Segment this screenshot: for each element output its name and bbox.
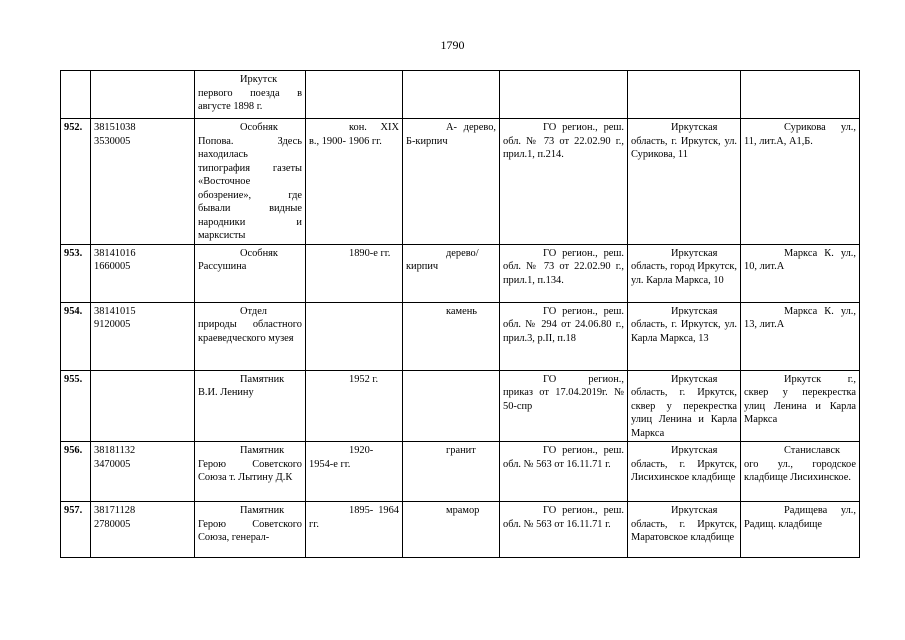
row-number-cell: 952. [61,119,91,245]
row-number-cell [61,71,91,119]
protection-document-cell: ГО регион., реш. обл. № 73 от 22.02.90 г., прил.1, п.134. [500,244,628,302]
location-cell: Радищева ул., Радищ. кладбище [741,502,860,558]
material-cell: мрамор [403,502,500,558]
protection-document-cell: ГО регион., реш. обл. № 563 от 16.11.71 г. [500,442,628,502]
registry-number-cell [91,71,195,119]
registry-number-part-2: 9120005 [94,319,131,331]
material-cell: камень [403,302,500,370]
protection-document-cell: ГО регион., приказ от 17.04.2019г. № 50-спр [500,370,628,442]
address-cell [628,71,741,119]
protection-document-cell: ГО регион., реш. обл. № 563 от 16.11.71 г. [500,502,628,558]
registry-number-part-2: 1660005 [94,261,131,273]
row-number-cell: 956. [61,442,91,502]
protection-document-cell [500,71,628,119]
registry-number-cell [91,302,195,370]
address-cell: Иркутская область, город Иркутск, ул. Карла Маркса, 10 [628,244,741,302]
heritage-registry-table [60,70,860,558]
row-number-cell: 953. [61,244,91,302]
object-name-cell: Памятник Герою Советского Союза т. Лытину Д.К [195,442,306,502]
date-cell: 1920- 1954-е гг. [306,442,403,502]
date-cell [306,302,403,370]
registry-number-cell [91,119,195,245]
table-row [61,71,860,119]
table-row [61,502,860,558]
address-cell: Иркутская область, г. Иркутск, сквер у перекрестка улиц Ленина и Карла Маркса [628,370,741,442]
location-cell [741,71,860,119]
object-name-cell: Памятник В.И. Ленину [195,370,306,442]
object-name-cell: Особняк Рассушина [195,244,306,302]
row-number-cell: 957. [61,502,91,558]
object-name-cell: Отдел природы областного краеведческого музея [195,302,306,370]
material-cell: гранит [403,442,500,502]
material-cell: дерево/ кирпич [403,244,500,302]
date-cell: 1890-е гг. [306,244,403,302]
registry-number-part-1: 38141016 [94,247,136,259]
registry-number-part-1: 38151038 [94,122,136,133]
registry-number-part-2: 2780005 [94,518,131,530]
date-cell: 1952 г. [306,370,403,442]
page-number: 1790 [440,38,465,52]
material-cell: А- дерево, Б-кирпич [403,119,500,245]
registry-number-cell [91,370,195,442]
material-cell [403,370,500,442]
material-cell [403,71,500,119]
object-name-cell: Особняк Попова. Здесь находилась типография газеты «Восточное обозрение», где бывали видные народники и марксисты [195,119,306,245]
registry-number-part-1: 38141015 [94,305,136,317]
registry-number-cell [91,502,195,558]
protection-document-cell: ГО регион., реш. обл. № 294 от 24.06.80 г., прил.3, р.II, п.18 [500,302,628,370]
location-cell: Маркса К. ул., 13, лит.А [741,302,860,370]
location-cell: Станиславск ого ул., городское кладбище Лисихинское. [741,442,860,502]
object-name-cell: Иркутск первого поезда в августе 1898 г. [195,71,306,119]
table-row [61,119,860,245]
table-row [61,302,860,370]
registry-number-part-2: 3470005 [94,458,131,470]
table-row [61,244,860,302]
registry-number-part-1: 38171128 [94,505,136,517]
date-cell: 1895- 1964 гг. [306,502,403,558]
date-cell [306,71,403,119]
table-row [61,442,860,502]
table-row [61,370,860,442]
address-cell: Иркутская область, г. Иркутск, Маратовское кладбище [628,502,741,558]
object-name-cell: Памятник Герою Советского Союза, генерал- [195,502,306,558]
location-cell: Маркса К. ул., 10, лит.А [741,244,860,302]
protection-document-cell: ГО регион., реш. обл. № 73 от 22.02.90 г., прил.1, п.214. [500,119,628,245]
date-cell: кон. XIX в., 1900- 1906 гг. [306,119,403,245]
row-number-cell: 954. [61,302,91,370]
address-cell: Иркутская область, г. Иркутск, Лисихинское кладбище [628,442,741,502]
registry-number-cell [91,244,195,302]
address-cell: Иркутская область, г. Иркутск, ул. Сурикова, 11 [628,119,741,245]
registry-number-cell [91,442,195,502]
registry-number-part-2: 3530005 [94,135,131,147]
location-cell: Сурикова ул., 11, лит.А, А1,Б. [741,119,860,245]
registry-number-part-1: 38181132 [94,445,136,457]
address-cell: Иркутская область, г. Иркутск, ул. Карла Маркса, 13 [628,302,741,370]
row-number-cell: 955. [61,370,91,442]
location-cell: Иркутск г., сквер у перекрестка улиц Ленина и Карла Маркса [741,370,860,442]
